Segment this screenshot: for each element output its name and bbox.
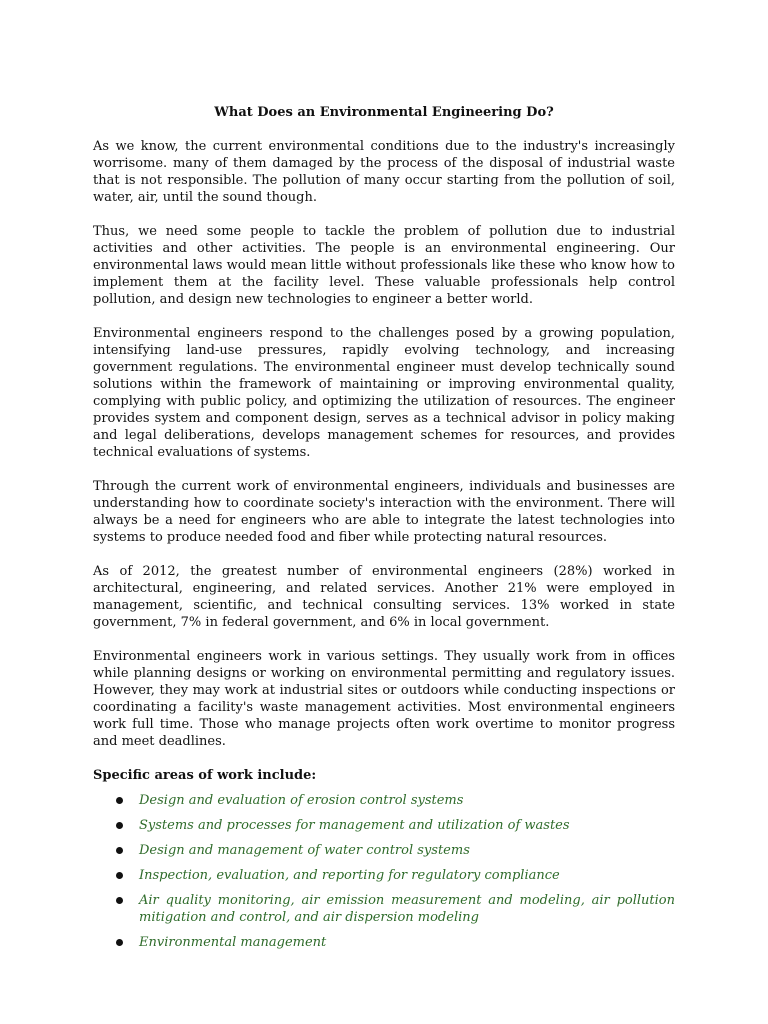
list-item-text: Air quality monitoring, air emission measurement and modeling, air pollution mitigation and control, and air dispersion modeling	[139, 893, 675, 925]
list-item-text: Environmental management	[139, 935, 327, 950]
bullet-icon	[116, 847, 123, 854]
bullet-icon	[116, 897, 123, 904]
list-item	[93, 892, 675, 926]
document-title: What Does an Environmental Engineering Do?	[214, 105, 554, 120]
list-item	[93, 817, 675, 834]
paragraph-2: Thus, we need some people to tackle the problem of pollution due to industrial activities and other activities. The people is an environmental engineering. Our environmental laws would mean little without professionals like these who know how to implement them at the facility level. These valuable professionals help control pollution, and design new technologies to engineer a better world.	[93, 224, 675, 307]
paragraph-5: As of 2012, the greatest number of environmental engineers (28%) worked in architectural, engineering, and related services. Another 21% were employed in management, scientific, and technical consulting services. 13% worked in state government, 7% in federal government, and 6% in local government.	[93, 564, 675, 630]
paragraph-4: Through the current work of environmental engineers, individuals and businesses are understanding how to coordinate society's interaction with the environment. There will always be a need for engineers who are able to integrate the latest technologies into systems to produce needed food and fiber while protecting natural resources.	[93, 479, 675, 545]
bullet-icon	[116, 939, 123, 946]
list-item-text: Systems and processes for management and utilization of wastes	[139, 818, 570, 833]
bullet-icon	[116, 822, 123, 829]
paragraph-3: Environmental engineers respond to the challenges posed by a growing population, intensifying land-use pressures, rapidly evolving technology, and increasing government regulations. The environmental engineer must develop technically sound solutions within the framework of maintaining or improving environmental quality, complying with public policy, and optimizing the utilization of resources. The engineer provides system and component design, serves as a technical advisor in policy making and legal deliberations, develops management schemes for resources, and provides technical evaluations of systems.	[93, 326, 675, 460]
list-item	[93, 842, 675, 859]
paragraph-1: As we know, the current environmental conditions due to the industry's increasingly worrisome. many of them damaged by the process of the disposal of industrial waste that is not responsible. The pollution of many occur starting from the pollution of soil, water, air, until the sound though.	[93, 139, 675, 205]
list-item-text: Design and evaluation of erosion control systems	[139, 793, 464, 808]
bullet-icon	[116, 797, 123, 804]
document-page	[93, 104, 675, 959]
list-item	[93, 792, 675, 809]
bullet-icon	[116, 872, 123, 879]
areas-list	[93, 792, 675, 951]
paragraph-6: Environmental engineers work in various settings. They usually work from in offices while planning designs or working on environmental permitting and regulatory issues. However, they may work at industrial sites or outdoors while conducting inspections or coordinating a facility's waste management activities. Most environmental engineers work full time. Those who manage projects often work overtime to monitor progress and meet deadlines.	[93, 649, 675, 749]
areas-heading: Specific areas of work include:	[93, 768, 317, 783]
list-item	[93, 934, 675, 951]
list-item	[93, 867, 675, 884]
list-item-text: Inspection, evaluation, and reporting for regulatory compliance	[139, 868, 560, 883]
list-item-text: Design and management of water control systems	[139, 843, 470, 858]
